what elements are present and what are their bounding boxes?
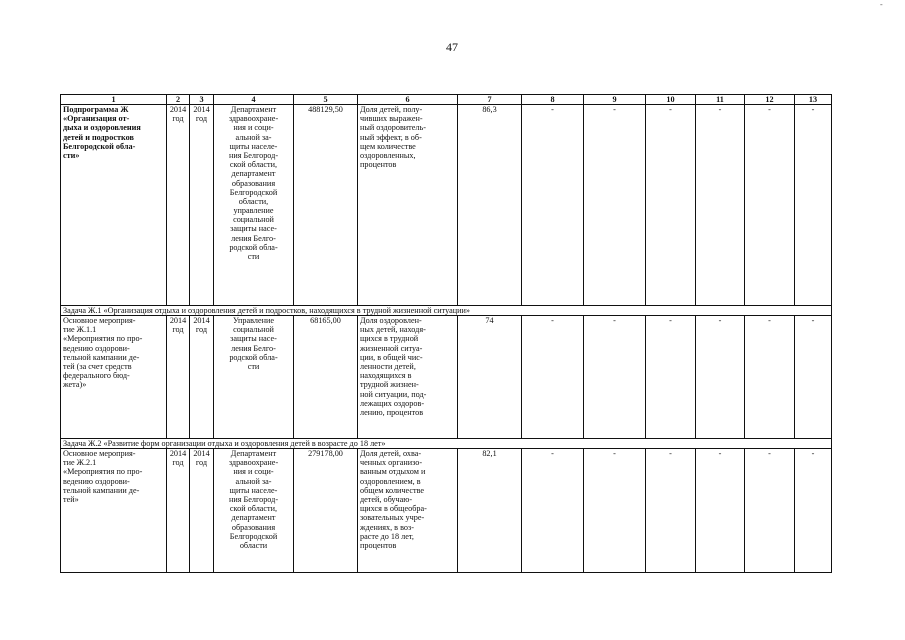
executor: Департамент здравоохране- ния и соци- альной за- щиты населе- ния Белгород- ской области, департамент образования Белгородской области — [214, 449, 294, 573]
end-year: 2014 год — [190, 316, 214, 439]
task-row — [61, 306, 832, 316]
task-row — [61, 439, 832, 449]
header-cell: 3 — [190, 95, 214, 105]
dash-cell: - — [522, 105, 584, 306]
measure-row — [61, 449, 832, 573]
dash-cell: - — [745, 105, 795, 306]
funding-amount: 279178,00 — [294, 449, 358, 573]
header-cell: 2 — [167, 95, 190, 105]
indicator-value: 86,3 — [458, 105, 522, 306]
dash-cell: - — [522, 449, 584, 573]
dash-cell: - — [795, 449, 832, 573]
dash-cell: - — [522, 316, 584, 439]
program-table — [60, 94, 832, 573]
header-row — [61, 95, 832, 105]
dash-cell: - — [646, 316, 696, 439]
dash-cell: - — [745, 449, 795, 573]
task-title: Задача Ж.1 «Организация отдыха и оздоровления детей и подростков, находящихся в трудной жизненной ситуации» — [61, 306, 832, 316]
start-year: 2014 год — [167, 449, 190, 573]
indicator: Доля оздоровлен- ных детей, находя- щихся в трудной жизненной ситуа- ции, в общей чис- ленности детей, находящихся в трудной жизнен- ной ситуации, под- лежащих оздоров- лению, процентов — [358, 316, 458, 439]
funding-amount: 68165,00 — [294, 316, 358, 439]
dash-cell: - — [584, 449, 646, 573]
subprogram-row — [61, 105, 832, 306]
indicator-value: 82,1 — [458, 449, 522, 573]
corner-mark: - — [880, 0, 883, 9]
measure-name: Основное мероприя- тие Ж.1.1 «Мероприятия по про- ведению оздорови- тельной кампании де- тей (за счет средств федерального бюд- жета)» — [61, 316, 167, 439]
funding-amount: 488129,50 — [294, 105, 358, 306]
start-year: 2014 год — [167, 316, 190, 439]
executor: Департамент здравоохране- ния и соци- альной за- щиты населе- ния Белгород- ской области, департамент образования Белгородской области, управление социальной защиты насе- ления Белго- родской обла- сти — [214, 105, 294, 306]
page-number: 47 — [446, 40, 458, 54]
dash-cell: - — [646, 449, 696, 573]
header-cell: 7 — [458, 95, 522, 105]
start-year: 2014 год — [167, 105, 190, 306]
header-cell: 4 — [214, 95, 294, 105]
dash-cell: - — [795, 316, 832, 439]
header-cell: 6 — [358, 95, 458, 105]
header-cell: 13 — [795, 95, 832, 105]
indicator-value: 74 — [458, 316, 522, 439]
task-title: Задача Ж.2 «Развитие форм организации отдыха и оздоровления детей в возрасте до 18 лет» — [61, 439, 832, 449]
dash-cell: - — [696, 316, 745, 439]
dash-cell: - — [795, 105, 832, 306]
end-year: 2014 год — [190, 105, 214, 306]
dash-cell: - — [646, 105, 696, 306]
dash-cell: - — [745, 316, 795, 439]
header-cell: 12 — [745, 95, 795, 105]
executor: Управление социальной защиты насе- ления Белго- родской обла- сти — [214, 316, 294, 439]
measure-row — [61, 316, 832, 439]
indicator: Доля детей, охва- ченных организо- ванным отдыхом и оздоровлением, в общем количестве детей, обучаю- щихся в общеобра- зовательных учре- ждениях, в воз- расте до 18 лет, процентов — [358, 449, 458, 573]
measure-name: Основное мероприя- тие Ж.2.1 «Мероприятия по про- ведению оздорови- тельной кампании де- тей» — [61, 449, 167, 573]
dash-cell: - — [584, 105, 646, 306]
indicator: Доля детей, полу- чивших выражен- ный оздоровитель- ный эффект, в об- щем количестве оздоровленных, процентов — [358, 105, 458, 306]
dash-cell: - — [696, 105, 745, 306]
header-cell: 9 — [584, 95, 646, 105]
measure-name: Подпрограмма Ж «Организация от- дыха и оздоровления детей и подростков Белгородской обла- сти» — [61, 105, 167, 306]
dash-cell: - — [584, 316, 646, 439]
header-cell: 10 — [646, 95, 696, 105]
header-cell: 8 — [522, 95, 584, 105]
dash-cell: - — [696, 449, 745, 573]
header-cell: 1 — [61, 95, 167, 105]
end-year: 2014 год — [190, 449, 214, 573]
header-cell: 5 — [294, 95, 358, 105]
header-cell: 11 — [696, 95, 745, 105]
